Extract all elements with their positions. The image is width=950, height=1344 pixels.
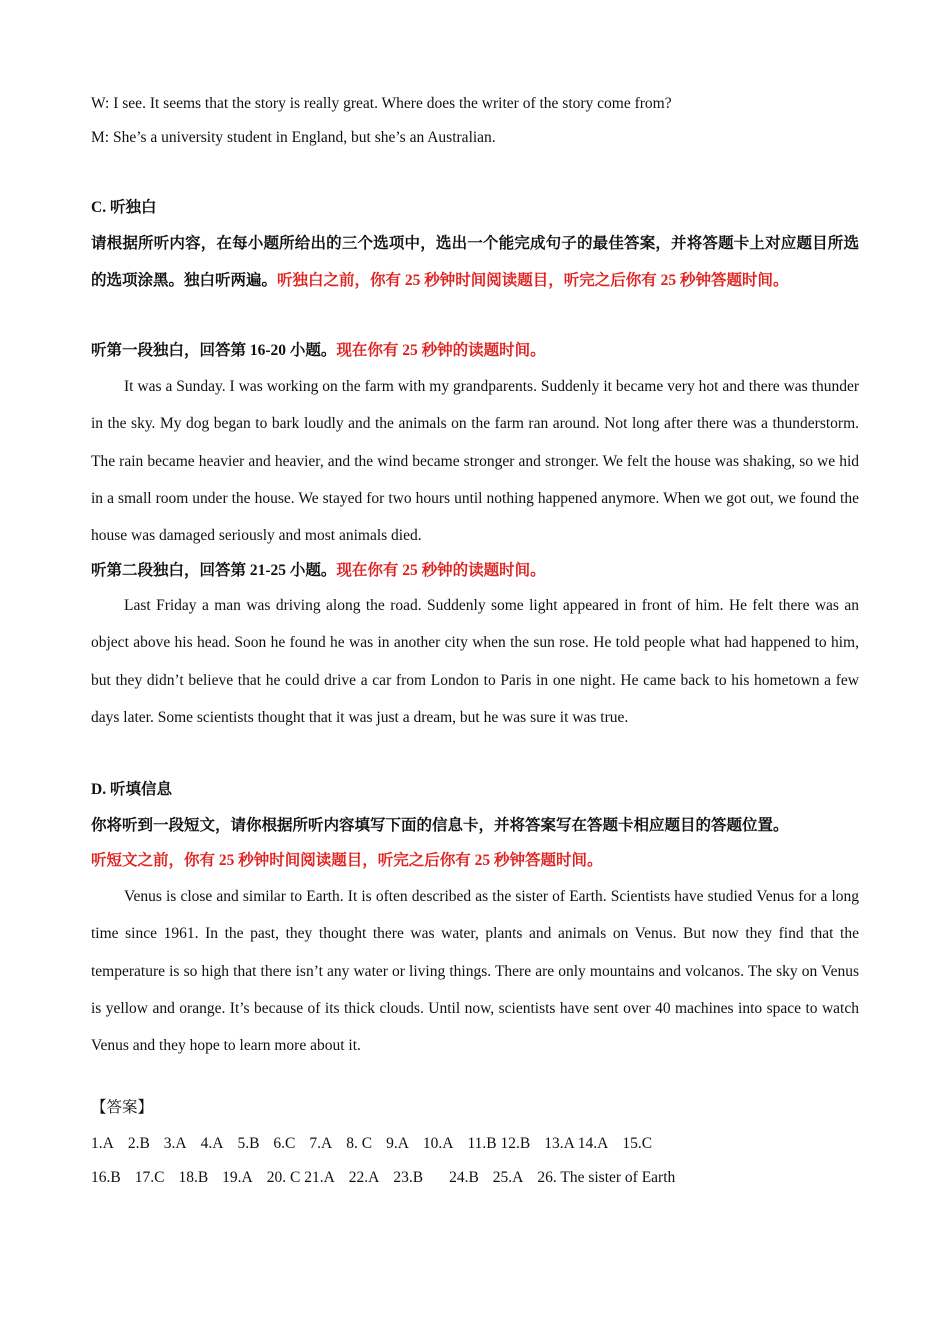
info-passage: Venus is close and similar to Earth. It is often described as the sister of Earth. Scientists have studied Venus for a long time since 1961. In the past, they thought there was water, plants and animals on Venus. But now they find that the temperature is so high that there isn’t any water or living things. There are only mountains and volcanos. The sky on Venus is yellow and orange. It’s because of its thick clouds. Until now, scientists have sent over 40 machines into space to watch Venus and they hope to learn more about it. <box>91 888 859 1055</box>
answer-item: 16.B <box>91 1169 121 1186</box>
answers-row-2 <box>91 1168 689 1188</box>
answer-item: 1.A <box>91 1135 114 1152</box>
part2-reading-time: 现在你有 25 秒钟的读题时间。 <box>336 562 546 579</box>
answer-item: 10.A <box>422 1135 454 1152</box>
section-c-instruction-text: 请根据所听内容，在每小题所给出的三个选项中，选出一个能完成句子的最佳答案，并将答题卡上对应题目所选的选项涂黑。独白听两遍。 <box>91 235 859 289</box>
section-d-instruction-time: 听短文之前，你有 25 秒钟时间阅读题目，听完之后你有 25 秒钟答题时间。 <box>91 852 603 869</box>
dialogue-w-line: W: I see. It seems that the story is really great. Where does the writer of the story come from? <box>91 95 672 112</box>
answer-item: 17.C <box>134 1169 165 1186</box>
monologue-passage-2: Last Friday a man was driving along the road. Suddenly some light appeared in front of him. He felt there was an object above his head. Soon he found he was in another city when the sun rose. He told people what had happened to him, but they didn’t believe that he could drive a car from London to Paris in one night. He came back to his hometown a few days later. Some scientists thought that it was just a dream, but he was sure it was true. <box>91 597 859 726</box>
answer-item: 19.A <box>222 1169 253 1186</box>
answer-item: 2.B <box>127 1135 150 1152</box>
part1-label-text: 听第一段独白，回答第 16-20 小题。 <box>91 342 337 359</box>
answer-item: 8. C <box>346 1135 373 1152</box>
answer-item: 18.B <box>178 1169 209 1186</box>
answer-item: 20. C 21.A <box>266 1169 335 1186</box>
section-d-heading: D. 听填信息 <box>91 781 172 798</box>
section-c-instruction-time: 听独白之前，你有 25 秒钟时间阅读题目，听完之后你有 25 秒钟答题时间。 <box>277 272 789 289</box>
answer-item: 11.B 12.B <box>467 1135 531 1152</box>
section-d-instruction: 你将听到一段短文，请你根据所听内容填写下面的信息卡，并将答案写在答题卡相应题目的答题位置。 <box>91 817 789 834</box>
answer-item: 13.A 14.A <box>544 1135 609 1152</box>
section-c-instruction <box>91 225 859 299</box>
answers-row-1 <box>91 1134 666 1154</box>
answer-item: 26. The sister of Earth <box>537 1169 676 1186</box>
section-c-heading: C. 听独白 <box>91 199 157 216</box>
answers-heading: 【答案】 <box>91 1099 154 1116</box>
part2-label-text: 听第二段独白，回答第 21-25 小题。 <box>91 562 337 579</box>
answer-item: 23.B <box>393 1169 424 1186</box>
part1-reading-time: 现在你有 25 秒钟的读题时间。 <box>336 342 546 359</box>
monologue-passage-1: It was a Sunday. I was working on the farm with my grandparents. Suddenly it became very hot and there was thunder in the sky. My dog began to bark loudly and the animals on the farm ran around. Not long after there was a thunderstorm. The rain became heavier and heavier, and the wind became stronger and stronger. We felt the house was shaking, so we hid in a small room under the house. We stayed for two hours until nothing happened anymore. When we got out, we found the house was damaged seriously and most animals died. <box>91 378 859 545</box>
answer-item: 24.B <box>449 1169 479 1186</box>
answer-item: 15.C <box>622 1135 653 1152</box>
answer-item: 9.A <box>386 1135 409 1152</box>
answer-item: 22.A <box>348 1169 380 1186</box>
answer-item: 5.B <box>237 1135 260 1152</box>
answer-item: 4.A <box>200 1135 224 1152</box>
part1-label <box>91 341 546 361</box>
answer-item: 3.A <box>163 1135 187 1152</box>
part2-label <box>91 561 546 581</box>
dialogue-m-line: M: She’s a university student in England, but she’s an Australian. <box>91 129 496 146</box>
answer-item: 6.C <box>273 1135 296 1152</box>
answer-item: 25.A <box>492 1169 524 1186</box>
answer-item: 7.A <box>309 1135 333 1152</box>
